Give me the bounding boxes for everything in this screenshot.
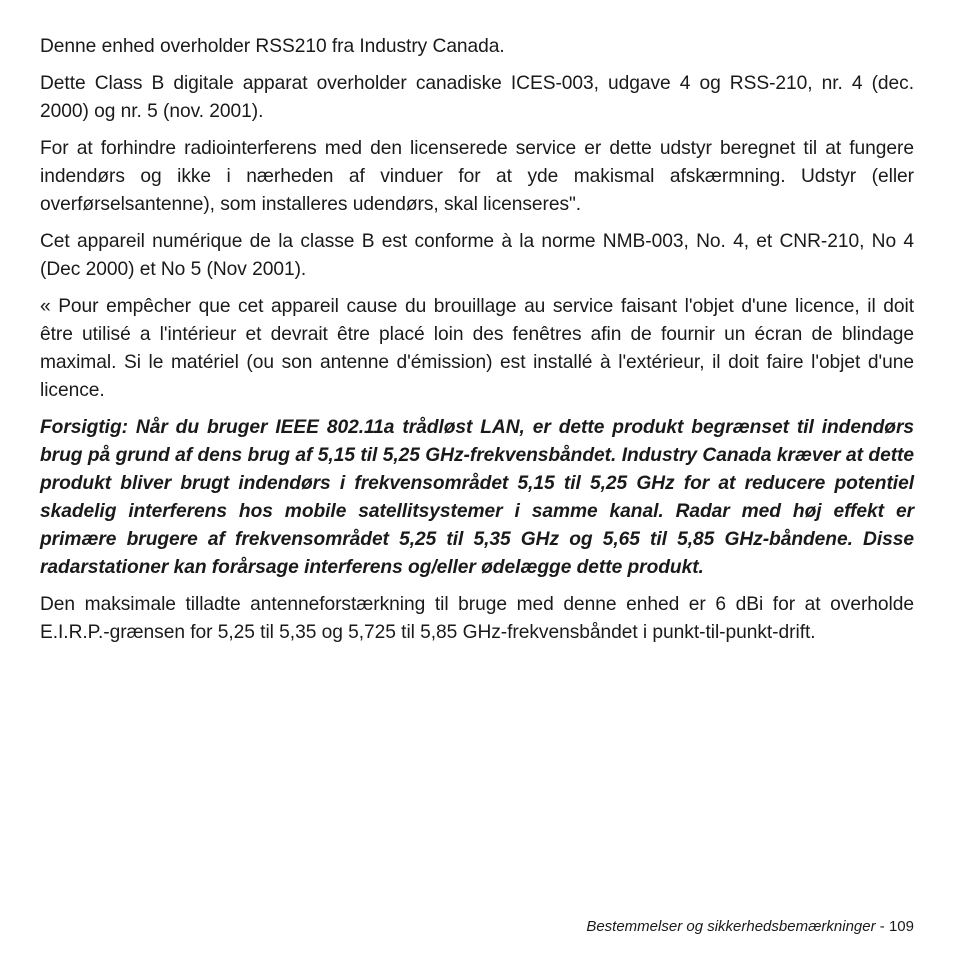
paragraph-nmb003-french: Cet appareil numérique de la classe B est conforme à la norme NMB-003, No. 4, et CNR-210, No 4 (Dec 2000) et No 5 (Nov 2001). [40, 231, 914, 280]
footer-section-title: Bestemmelser og sikkerhedsbemærkninger [586, 918, 876, 935]
paragraph-rss210: Denne enhed overholder RSS210 fra Industry Canada. [40, 36, 505, 57]
paragraph-caution-wlan: Forsigtig: Når du bruger IEEE 802.11a trådløst LAN, er dette produkt begrænset til indendørs brug på grund af dens brug af 5,15 til 5,25 GHz-frekvensbåndet. Industry Canada kræver at dette produkt bliver brugt indendørs i frekvensområdet 5,15 til 5,25 GHz for at reducere potentiel skadelig interferens hos mobile satellitsystemer i samme kanal. Radar med høj effekt er primære brugere af frekvensområdet 5,25 til 5,35 GHz og 5,65 til 5,85 GHz-båndene. Disse radarstationer kan forårsage interferens og/eller ødelægge dette produkt. [40, 417, 914, 578]
page-footer [586, 918, 914, 935]
paragraph-brouillage-french: « Pour empêcher que cet appareil cause du brouillage au service faisant l'objet d'une licence, il doit être utilisé a l'intérieur et devrait être placé loin des fenêtres afin de fournir un écran de blindage maximal. Si le matériel (ou son antenne d'émission) est installé à l'extérieur, il doit faire l'objet d'une licence. [40, 296, 914, 401]
paragraph-antenna-gain: Den maksimale tilladte antenneforstærkning til bruge med denne enhed er 6 dBi for at overholde E.I.R.P.-grænsen for 5,25 til 5,35 og 5,725 til 5,85 GHz-frekvensbåndet i punkt-til-punkt-drift. [40, 594, 914, 643]
footer-separator: - [879, 918, 889, 935]
paragraph-ices003: Dette Class B digitale apparat overholder canadiske ICES-003, udgave 4 og RSS-210, nr. 4 (dec. 2000) og nr. 5 (nov. 2001). [40, 73, 914, 122]
page-number: 109 [888, 918, 914, 935]
document-body [40, 33, 914, 656]
paragraph-radio-interference: For at forhindre radiointerferens med den licenserede service er dette udstyr beregnet til at fungere indendørs og ikke i nærheden af vinduer for at yde makismal afskærmning. Udstyr (eller overførselsantenne), som installeres udendørs, skal licenseres". [40, 138, 914, 215]
